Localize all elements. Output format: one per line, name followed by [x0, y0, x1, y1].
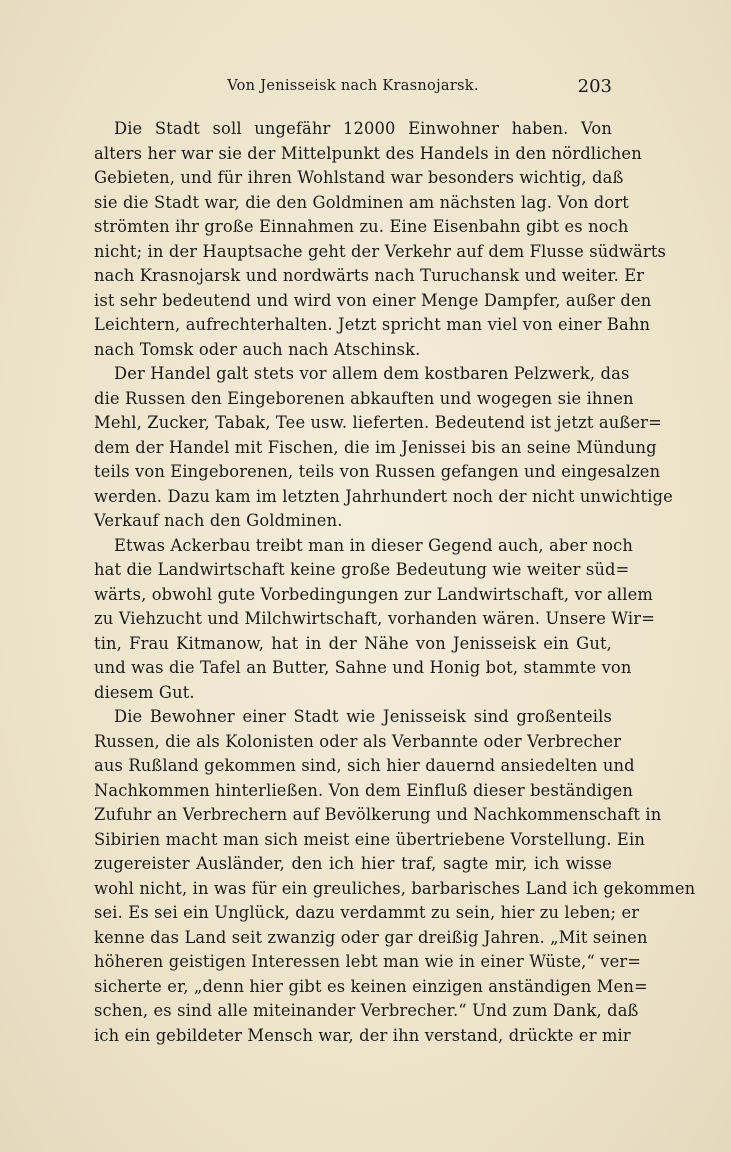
text-line: dem der Handel mit Fischen, die im Jenissei bis an seine Mündung: [94, 437, 657, 457]
text-line: kenne das Land seit zwanzig oder gar dreißig Jahren. „Mit seinen: [94, 927, 648, 947]
text-line: zugereister Ausländer, den ich hier traf, sagte mir, ich wisse: [94, 854, 612, 873]
text-line: hat die Landwirtschaft keine große Bedeutung wie weiter süd=: [94, 560, 630, 579]
text-line: Die Bewohner einer Stadt wie Jenisseisk sind großenteils: [114, 707, 612, 726]
text-line: ich ein gebildeter Mensch war, der ihn verstand, drückte er mir: [94, 1025, 631, 1045]
running-title: Von Jenisseisk nach Krasnojarsk.: [227, 78, 479, 94]
text-line: Zufuhr an Verbrechern auf Bevölkerung und Nachkommenschaft in: [94, 805, 662, 824]
text-line: Sibirien macht man sich meist eine übertriebene Vorstellung. Ein: [94, 829, 645, 849]
text-line: sicherte er, „denn hier gibt es keinen einzigen anständigen Men=: [94, 976, 648, 996]
text-line: Russen, die als Kolonisten oder als Verbannte oder Verbrecher: [94, 731, 622, 751]
text-line: Die Stadt soll ungefähr 12000 Einwohner haben. Von: [114, 119, 612, 138]
text-line: Verkauf nach den Goldminen.: [94, 511, 343, 530]
text-line: sie die Stadt war, die den Goldminen am nächsten lag. Von dort: [94, 192, 629, 212]
text-line: aus Rußland gekommen sind, sich hier dauernd ansiedelten und: [94, 756, 635, 775]
text-line: Mehl, Zucker, Tabak, Tee usw. lieferten. Bedeutend ist jetzt außer=: [94, 413, 662, 432]
text-line: strömten ihr große Einnahmen zu. Eine Eisenbahn gibt es noch: [94, 217, 629, 236]
text-line: wohl nicht, in was für ein greuliches, barbarisches Land ich gekommen: [94, 878, 696, 898]
text-line: nach Krasnojarsk und nordwärts nach Turuchansk und weiter. Er: [94, 266, 645, 285]
text-line: Der Handel galt stets vor allem dem kostbaren Pelzwerk, das: [114, 364, 630, 383]
text-line: ist sehr bedeutend und wird von einer Menge Dampfer, außer den: [94, 290, 652, 310]
text-line: alters her war sie der Mittelpunkt des Handels in den nördlichen: [94, 143, 642, 163]
text-line: teils von Eingeborenen, teils von Russen gefangen und eingesalzen: [94, 462, 661, 481]
text-line: zu Viehzucht und Milchwirtschaft, vorhanden wären. Unsere Wir=: [94, 609, 655, 628]
text-line: Nachkommen hinterließen. Von dem Einfluß dieser beständigen: [94, 780, 634, 800]
text-line: diesem Gut.: [94, 682, 195, 702]
text-line: die Russen den Eingeborenen abkauften und wogegen sie ihnen: [94, 388, 634, 408]
text-line: höheren geistigen Interessen lebt man wie in einer Wüste,“ ver=: [94, 952, 642, 971]
text-line: Gebieten, und für ihren Wohlstand war besonders wichtig, daß: [94, 168, 624, 187]
text-line: nicht; in der Hauptsache geht der Verkehr auf dem Flusse südwärts: [94, 241, 667, 261]
text-line: sei. Es sei ein Unglück, dazu verdammt zu sein, hier zu leben; er: [94, 903, 640, 922]
text-line: Leichtern, aufrechterhalten. Jetzt spricht man viel von einer Bahn: [94, 315, 651, 334]
page-header: [94, 76, 612, 106]
body-text: [94, 117, 696, 1048]
text-line: nach Tomsk oder auch nach Atschinsk.: [94, 339, 421, 359]
text-line: werden. Dazu kam im letzten Jahrhundert noch der nicht unwichtige: [94, 486, 673, 506]
text-line: tin, Frau Kitmanow, hat in der Nähe von Jenisseisk ein Gut,: [94, 633, 612, 653]
page-number: 203: [577, 76, 612, 97]
text-line: Etwas Ackerbau treibt man in dieser Gegend auch, aber noch: [114, 535, 633, 555]
text-line: und was die Tafel an Butter, Sahne und Honig bot, stammte von: [94, 658, 632, 677]
text-line: wärts, obwohl gute Vorbedingungen zur Landwirtschaft, vor allem: [94, 584, 654, 604]
text-line: schen, es sind alle miteinander Verbrecher.“ Und zum Dank, daß: [94, 1001, 639, 1020]
